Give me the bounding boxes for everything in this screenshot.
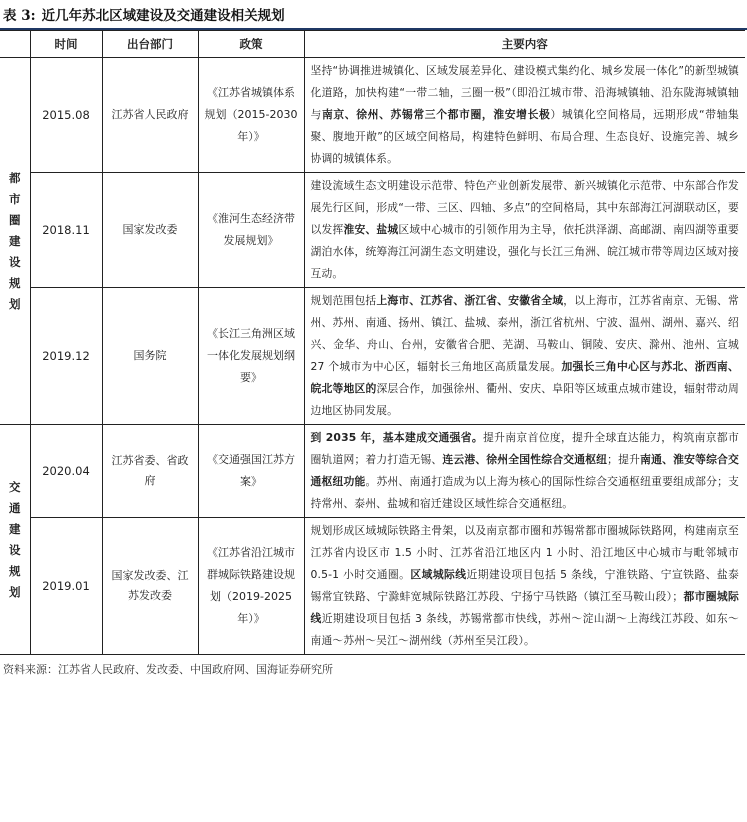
row-dept: 江苏省委、省政府 bbox=[102, 425, 198, 518]
header-policy: 政策 bbox=[198, 31, 304, 58]
row-date: 2019.01 bbox=[30, 518, 102, 655]
content-text: ；提升 bbox=[607, 453, 641, 466]
content-text: 近期建设项目包括 5 条线，宁淮铁路、宁宣铁路、盐泰锡常宜铁路、宁滁蚌宽城际铁路江苏段、宁扬宁马铁路（镇江至马鞍山段）； bbox=[310, 568, 740, 603]
row-date: 2015.08 bbox=[30, 58, 102, 173]
category-transport: 交 通 建 设 规 划 bbox=[0, 425, 30, 655]
header-content: 主要内容 bbox=[304, 31, 745, 58]
content-bold-text: 南京、徐州、苏锡常三个都市圈，淮安增长极 bbox=[321, 108, 551, 121]
content-text: 。苏州、南通打造成为以上海为核心的国际性综合交通枢纽重要组成部分；支持常州、泰州、盐城和宿迁建设区域性综合交通枢纽。 bbox=[310, 475, 740, 510]
row-policy: 《淮河生态经济带发展规划》 bbox=[198, 173, 304, 288]
row-dept: 国务院 bbox=[102, 288, 198, 425]
header-blank bbox=[0, 31, 30, 58]
content-bold-text: 加强长三角中心区与苏北、浙西南、皖北等地区的 bbox=[310, 360, 739, 395]
content-text: 建设流域生态文明建设示范带、特色产业创新发展带、新兴城镇化示范带、中东部合作发展先行区间，形成“一带、三区、四轴、多点”的空间格局，其中东部海江河湖联动区，要以发挥 bbox=[310, 179, 739, 236]
content-text: ，以上海市，江苏省南京、无锡、常州、苏州、南通、扬州、镇江、盐城、泰州，浙江省杭州、宁波、温州、湖州、嘉兴、绍兴、金华、舟山、台州，安徽省合肥、芜湖、马鞍山、铜陵、安庆、滁州、池州、宣城 27 个城市为中心区，辐射长三角地区高质量发展。 bbox=[310, 294, 739, 373]
content-bold-text: 到 2035 年，基本建成交通强省。 bbox=[310, 431, 484, 444]
header-date: 时间 bbox=[30, 31, 102, 58]
content-text: 规划形成区域城际铁路主骨架，以及南京都市圈和苏锡常都市圈城际铁路网，构建南京至江苏省内设区市 1.5 小时、江苏省沿江地区内 1 小时、沿江地区中心城市与毗邻城市 0.5-1 小时交通圈。 bbox=[310, 524, 739, 581]
content-bold-text: 淮安、盐城 bbox=[343, 223, 399, 236]
table-row bbox=[0, 518, 745, 655]
category-metro: 都 市 圈 建 设 规 划 bbox=[0, 58, 30, 425]
row-date: 2019.12 bbox=[30, 288, 102, 425]
header-dept: 出台部门 bbox=[102, 31, 198, 58]
table-row bbox=[0, 425, 745, 518]
row-content bbox=[304, 288, 745, 425]
table-title-label: 表 3: bbox=[3, 8, 36, 24]
row-policy: 《江苏省城镇体系规划（2015-2030年）》 bbox=[198, 58, 304, 173]
source-note: 资料来源：江苏省人民政府、发改委、中国政府网、国海证券研究所 bbox=[3, 663, 333, 676]
table-row bbox=[0, 58, 745, 173]
table-row bbox=[0, 173, 745, 288]
row-content bbox=[304, 425, 745, 518]
row-policy: 《交通强国江苏方案》 bbox=[198, 425, 304, 518]
header-row bbox=[0, 31, 745, 58]
content-bold-text: 区域城际线 bbox=[410, 568, 467, 581]
row-policy: 《长江三角洲区域一体化发展规划纲要》 bbox=[198, 288, 304, 425]
row-content bbox=[304, 518, 745, 655]
content-text: 坚持“协调推进城镇化、区域发展差异化、建设模式集约化、城乡发展一体化”的新型城镇化道路，加快构建“一带二轴，三圈一极”（即沿江城市带、沿海城镇轴、沿东陇海城镇轴与 bbox=[310, 64, 739, 121]
row-date: 2018.11 bbox=[30, 173, 102, 288]
row-dept: 国家发改委、江苏发改委 bbox=[102, 518, 198, 655]
table-title-text: 近几年苏北区域建设及交通建设相关规划 bbox=[41, 8, 285, 24]
row-date: 2020.04 bbox=[30, 425, 102, 518]
content-text: 近期建设项目包括 3 条线，苏锡常都市快线，苏州～淀山湖～上海线江苏段、如东～南通～苏州～吴江～湖州线（苏州至吴江段）。 bbox=[310, 612, 739, 647]
row-dept: 国家发改委 bbox=[102, 173, 198, 288]
content-text: 区域中心城市的引领作用为主导，依托洪泽湖、高邮湖、南四湖等重要湖泊水体，统筹海江河湖生态文明建设，强化与长江三角洲、皖江城市带等周边区域对接互动。 bbox=[310, 223, 740, 280]
row-content bbox=[304, 58, 745, 173]
content-text: 提升南京首位度，提升全球直达能力，构筑南京都市圈轨道网；着力打造无锡、 bbox=[310, 431, 739, 466]
content-bold-text: 上海市、江苏省、浙江省、安徽省全域 bbox=[376, 294, 564, 307]
row-dept: 江苏省人民政府 bbox=[102, 58, 198, 173]
row-policy: 《江苏省沿江城市群城际铁路建设规划（2019-2025年）》 bbox=[198, 518, 304, 655]
row-content bbox=[304, 173, 745, 288]
table-title bbox=[0, 0, 747, 30]
content-text: 规划范围包括 bbox=[310, 294, 377, 307]
planning-table bbox=[0, 30, 745, 655]
content-bold-text: 都市圈城际线 bbox=[310, 590, 739, 625]
content-text: 深层合作，加强徐州、衢州、安庆、阜阳等区域重点城市建设，辐射带动周边地区协同发展。 bbox=[310, 382, 739, 417]
content-bold-text: 南通、淮安等综合交通枢纽功能 bbox=[310, 453, 739, 488]
content-bold-text: 连云港、徐州全国性综合交通枢纽 bbox=[442, 453, 608, 466]
table-row bbox=[0, 288, 745, 425]
content-text: ）城镇化空间格局，远期形成“带轴集聚、腹地开敞”的区域空间格局，构建特色鲜明、布局合理、生态良好、设施完善、城乡协调的城镇体系。 bbox=[310, 108, 740, 165]
